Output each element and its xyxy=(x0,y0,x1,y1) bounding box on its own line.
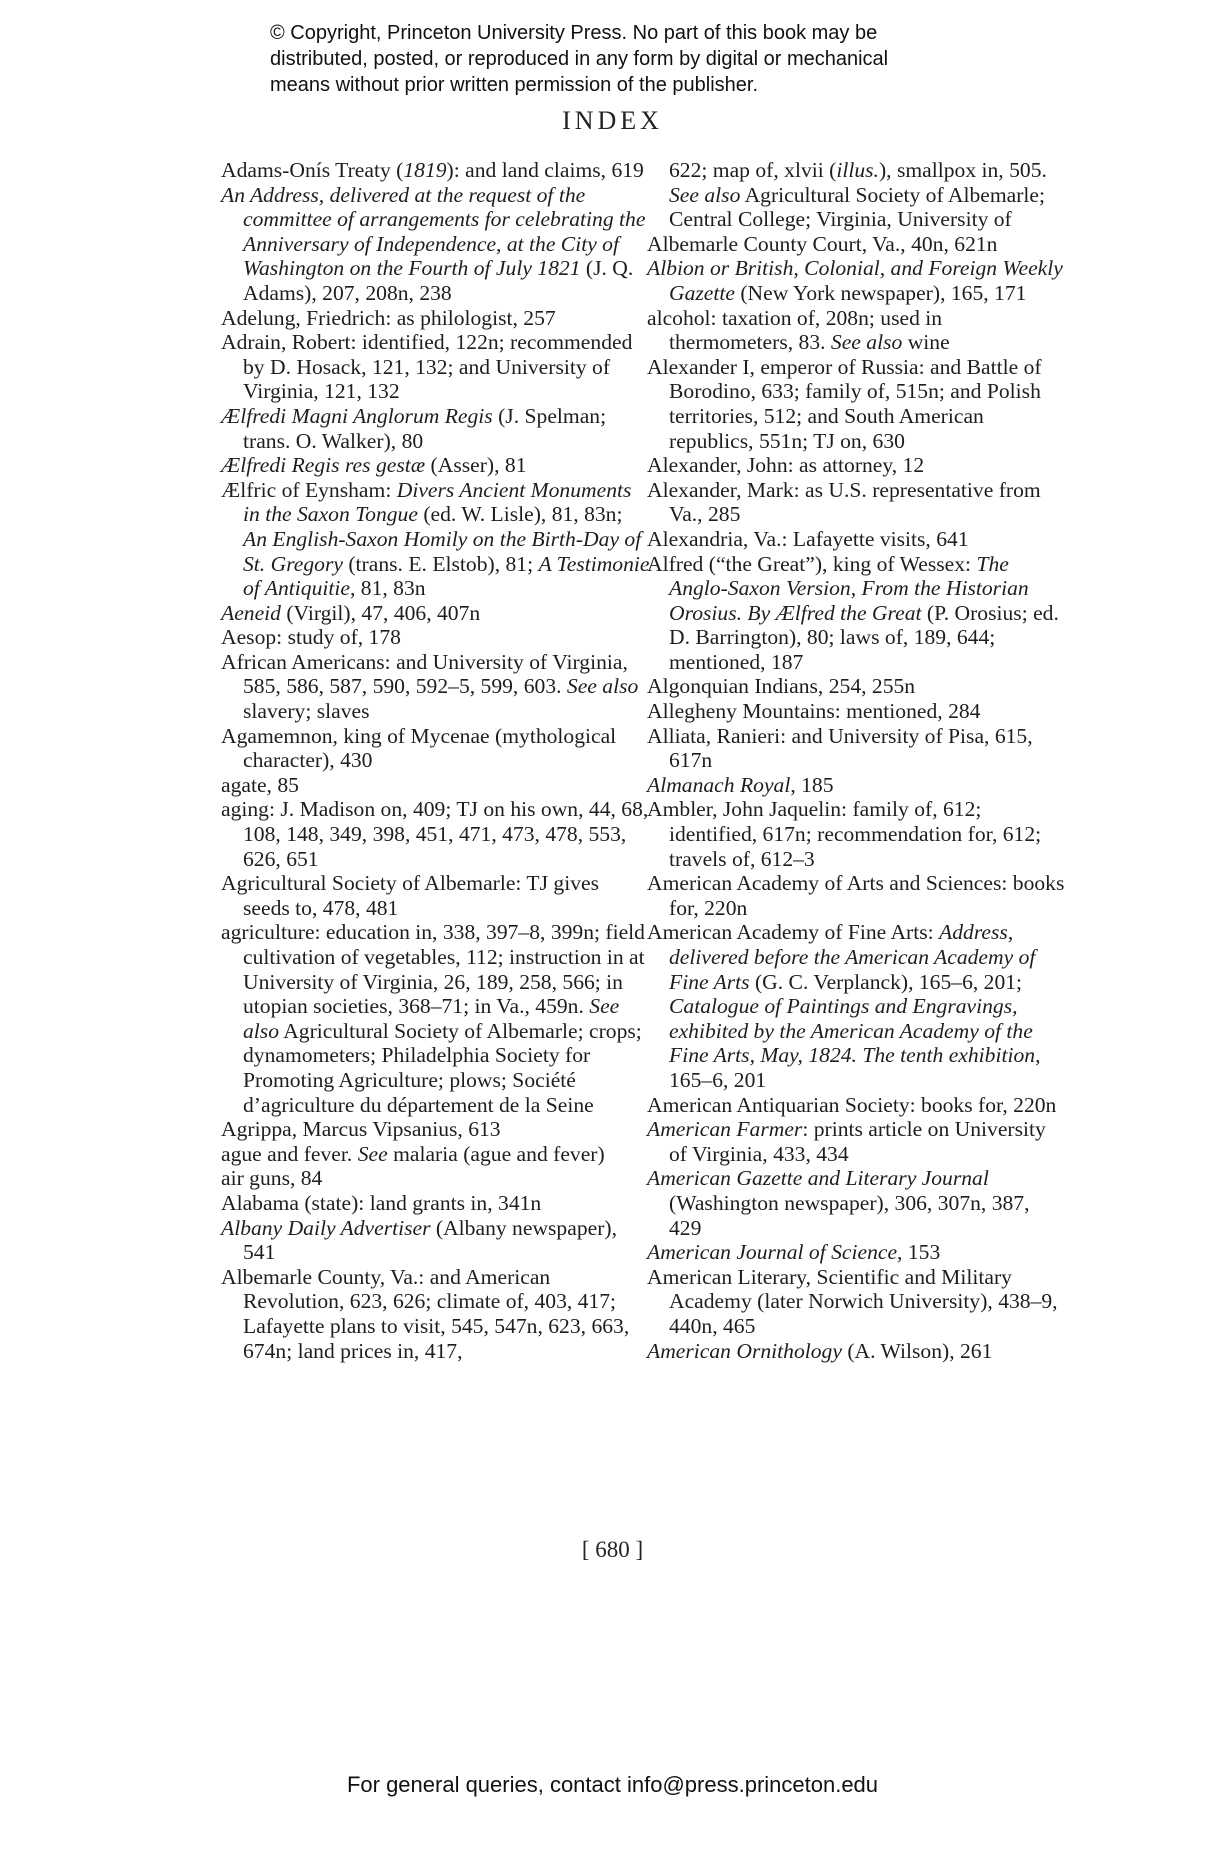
index-entry-italic-text: See also xyxy=(669,182,741,207)
index-entry xyxy=(647,1265,1067,1339)
index-entry xyxy=(221,478,651,601)
index-entry xyxy=(221,601,651,626)
index-entry xyxy=(647,232,1067,257)
index-entry-text: (G. C. Verplanck), 165–6, 201; xyxy=(749,969,1023,994)
index-entry xyxy=(647,920,1067,1092)
index-entry xyxy=(647,1117,1067,1166)
index-entry xyxy=(221,453,651,478)
index-entry-italic-text: Address, delivered before the American Academy of Fine Arts xyxy=(669,920,1036,994)
copyright-notice xyxy=(270,20,990,98)
index-entry-text: (New York newspaper), 165, 171 xyxy=(734,280,1027,305)
index-entry xyxy=(647,699,1067,724)
index-entry xyxy=(647,724,1067,773)
index-entry-text: American Antiquarian Society: books for, 220n xyxy=(647,1092,1057,1117)
index-entry-italic-text: Ælfredi Regis res gestæ xyxy=(221,453,426,478)
index-entry-text: , 81, 83n xyxy=(349,576,426,601)
index-entry-text: (Washington newspaper), 306, 307n, 387, 429 xyxy=(669,1190,1030,1240)
index-entry-text: Algonquian Indians, 254, 255n xyxy=(647,674,916,699)
index-entry xyxy=(647,453,1067,478)
copyright-line: means without prior written permission of the publisher. xyxy=(270,74,759,96)
index-entry-text: agriculture: education in, 338, 397–8, 399n; field cultivation of vegetables, 112; instruction in at University of Virginia, 26, 189, 258, 566; in utopian societies, 368–71; in Va., 459n. xyxy=(221,920,645,1019)
index-entry-text: Albemarle County, Va.: and American Revolution, 623, 626; climate of, 403, 417; Lafayette plans to visit, 545, 547n, 623, 663, 674n; land prices in, 417, xyxy=(221,1264,630,1363)
index-entry-italic-text: Albany Daily Advertiser xyxy=(221,1215,431,1240)
index-entry xyxy=(647,1093,1067,1118)
index-entry xyxy=(221,404,651,453)
index-entry-text: 622; map of, xlvii ( xyxy=(669,158,837,182)
index-entry-text: American Academy of Arts and Sciences: books for, 220n xyxy=(647,871,1065,920)
page-number: [ 680 ] xyxy=(581,1537,644,1562)
index-entry-italic-text: 1819 xyxy=(403,158,447,182)
index-entry-text: Alexander, Mark: as U.S. representative from Va., 285 xyxy=(647,477,1041,527)
copyright-line: © Copyright, Princeton University Press. No part of this book may be xyxy=(270,22,878,44)
index-entry-text: , 153 xyxy=(897,1240,941,1265)
index-entry-text: Albemarle County Court, Va., 40n, 621n xyxy=(647,231,998,256)
index-entry-italic-text: Ælfredi Magni Anglorum Regis xyxy=(221,403,493,428)
index-entry-italic-text: See also xyxy=(243,994,620,1043)
index-entry xyxy=(647,306,1067,355)
index-entry-italic-text: A Testimonie of Antiquitie xyxy=(243,551,650,601)
index-entry-italic-text: American Gazette and Literary Journal xyxy=(647,1166,989,1191)
index-entry xyxy=(647,871,1067,920)
index-entry xyxy=(647,552,1067,675)
index-entry-italic-text: See xyxy=(357,1141,388,1166)
index-entry-text: Allegheny Mountains: mentioned, 284 xyxy=(647,699,981,724)
index-entry-text: Adelung, Friedrich: as philologist, 257 xyxy=(221,305,556,330)
index-entry xyxy=(221,625,651,650)
index-entry xyxy=(221,330,651,404)
index-entry-text: Ambler, John Jaquelin: family of, 612; identified, 617n; recommendation for, 612; travels of, 612–3 xyxy=(647,797,1042,871)
index-entry xyxy=(221,773,651,798)
index-entry-text: Adrain, Robert: identified, 122n; recommended by D. Hosack, 121, 132; and University of Virginia, 121, 132 xyxy=(221,330,633,404)
index-entry xyxy=(221,1117,651,1142)
index-entry-text: , 185 xyxy=(790,772,834,797)
index-entry-text: Alabama (state): land grants in, 341n xyxy=(221,1190,542,1215)
index-entry-italic-text: American Journal of Science xyxy=(647,1240,898,1265)
index-entry-italic-text: Divers Ancient Monuments in the Saxon Tongue xyxy=(243,477,632,527)
index-entry-text: (J. Q. Adams), 207, 208n, 238 xyxy=(243,256,634,305)
index-entry-text: aging: J. Madison on, 409; TJ on his own, 44, 68, 108, 148, 349, 398, 451, 471, 473, 478, 553, 626, 651 xyxy=(221,797,649,871)
index-entry xyxy=(647,1339,1067,1364)
index-entry-text: Alliata, Ranieri: and University of Pisa, 615, 617n xyxy=(647,723,1033,773)
index-entry-text: agate, 85 xyxy=(221,772,299,797)
index-entry-text: ague and fever. xyxy=(221,1141,358,1166)
index-entry-italic-text: See also xyxy=(830,330,903,355)
index-entry-italic-text: See also xyxy=(566,674,639,699)
index-entry xyxy=(221,183,651,306)
index-entry xyxy=(647,674,1067,699)
index-entry-text: Agamemnon, king of Mycenae (mythological character), 430 xyxy=(221,723,617,773)
index-entry-text: slavery; slaves xyxy=(243,699,370,724)
index-column-left xyxy=(221,158,651,1363)
index-entry xyxy=(221,797,651,871)
index-entry-text: Alfred (“the Great”), king of Wessex: xyxy=(647,551,977,576)
index-entry xyxy=(647,527,1067,552)
index-entry-italic-text: An English-Saxon Homily on the Birth-Day of St. Gregory xyxy=(243,526,642,576)
index-entry-text: American Academy of Fine Arts: xyxy=(647,920,940,945)
index-entry xyxy=(221,1191,651,1216)
index-entry-text: Agricultural Society of Albemarle; Central College; Virginia, University of xyxy=(669,182,1046,232)
copyright-line: distributed, posted, or reproduced in any form by digital or mechanical xyxy=(270,48,889,70)
index-entry-text: (A. Wilson), 261 xyxy=(841,1338,993,1363)
index-entry-text: wine xyxy=(902,330,950,355)
index-entry-text: (P. Orosius; ed. D. Barrington), 80; laws of, 189, 644; mentioned, 187 xyxy=(669,600,1059,674)
index-entry-text: Adams-Onís Treaty ( xyxy=(221,158,404,182)
footer-contact: For general queries, contact info@press.princeton.edu xyxy=(346,1772,879,1797)
index-entry xyxy=(221,920,651,1117)
index-entry xyxy=(221,1142,651,1167)
index-entry xyxy=(221,1166,651,1191)
index-entry xyxy=(221,650,651,724)
index-entry-italic-text: Catalogue of Paintings and Engravings, exhibited by the American Academy of the Fine Arts, May, 1824. The tenth exhibition xyxy=(669,994,1036,1068)
index-entry-text: malaria (ague and fever) xyxy=(387,1141,605,1166)
page-title: INDEX xyxy=(562,106,663,135)
index-entry-text: (Albany newspaper), 541 xyxy=(243,1215,617,1265)
index-entry-text: African Americans: and University of Virginia, 585, 586, 587, 590, 592–5, 599, 603. xyxy=(221,649,628,699)
index-entry-italic-text: Aeneid xyxy=(221,600,281,625)
index-entry-text: American Literary, Scientific and Military Academy (later Norwich University), 438–9, 440n, 465 xyxy=(647,1264,1058,1338)
index-entry-text: Ælfric of Eynsham: xyxy=(221,477,397,502)
index-entry-text: Aesop: study of, 178 xyxy=(221,625,401,650)
index-entry xyxy=(221,724,651,773)
index-entry-text: Alexander, John: as attorney, 12 xyxy=(647,453,925,478)
index-entry-text: , 165–6, 201 xyxy=(669,1043,1041,1092)
index-entry-italic-text: Albion or British, Colonial, and Foreign Weekly Gazette xyxy=(647,256,1063,305)
index-entry xyxy=(221,871,651,920)
index-entry-text: (Asser), 81 xyxy=(425,453,527,478)
index-entry-text: (ed. W. Lisle), 81, 83n; xyxy=(417,502,623,527)
index-entry-text: Agricultural Society of Albemarle: TJ gives seeds to, 478, 481 xyxy=(221,871,600,920)
index-entry-text: ), smallpox in, 505. xyxy=(878,158,1047,182)
index-entry-text: Alexander I, emperor of Russia: and Battle of Borodino, 633; family of, 515n; and Polish territories, 512; and South American republics, 551n; TJ on, 630 xyxy=(647,354,1042,453)
index-entry-text: Agricultural Society of Albemarle; crops; dynamometers; Philadelphia Society for Promoting Agriculture; plows; Société d’agriculture du département de la Seine xyxy=(243,1018,642,1117)
index-entry xyxy=(647,797,1067,871)
index-entry xyxy=(647,256,1067,305)
index-entry xyxy=(221,306,651,331)
index-entry-text: air guns, 84 xyxy=(221,1166,323,1191)
index-entry-text: Alexandria, Va.: Lafayette visits, 641 xyxy=(647,526,969,551)
index-entry-italic-text: The Anglo-Saxon Version, From the Historian Orosius. By Ælfred the Great xyxy=(669,551,1029,625)
index-entry xyxy=(221,158,651,183)
index-entry xyxy=(647,1166,1067,1240)
index-entry-text: ): and land claims, 619 xyxy=(446,158,644,182)
index-entry-text: Agrippa, Marcus Vipsanius, 613 xyxy=(221,1117,501,1142)
index-entry-italic-text: American Farmer xyxy=(647,1117,803,1142)
index-entry xyxy=(647,478,1067,527)
index-entry-text: (Virgil), 47, 406, 407n xyxy=(280,600,481,625)
index-entry-text: (J. Spelman; trans. O. Walker), 80 xyxy=(243,403,607,453)
index-entry xyxy=(221,1265,651,1363)
index-entry-italic-text: illus. xyxy=(836,158,879,182)
index-entry-text: (trans. E. Elstob), 81; xyxy=(342,551,539,576)
index-entry xyxy=(647,355,1067,453)
index-entry-italic-text: An Address, delivered at the request of the committee of arrangements for celebrating the Anniversary of Independence, at the City of Washington on the Fourth of July 1821 xyxy=(221,182,646,281)
index-entry xyxy=(647,773,1067,798)
index-entry xyxy=(647,1240,1067,1265)
index-entry-text: alcohol: taxation of, 208n; used in thermometers, 83. xyxy=(647,305,943,355)
index-column-right xyxy=(647,158,1067,1363)
index-entry-italic-text: American Ornithology xyxy=(647,1338,842,1363)
index-entry-italic-text: Almanach Royal xyxy=(647,772,791,797)
index-entry xyxy=(221,1216,651,1265)
index-entry-text: : prints article on University of Virginia, 433, 434 xyxy=(669,1117,1046,1166)
index-entry xyxy=(647,158,1067,232)
